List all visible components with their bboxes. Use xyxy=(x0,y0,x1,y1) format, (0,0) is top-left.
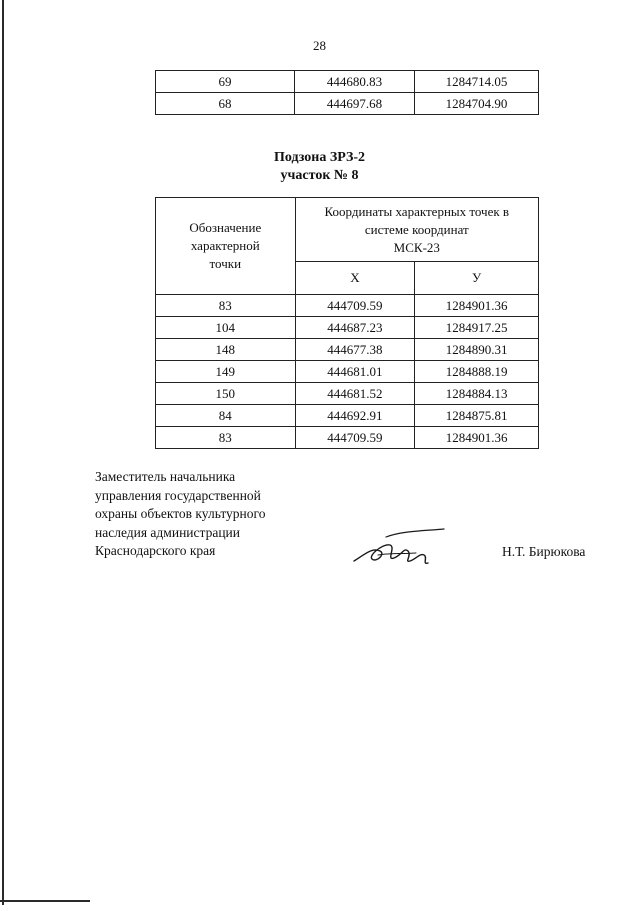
y-cell: 1284888.19 xyxy=(415,361,539,383)
handwritten-signature xyxy=(350,525,450,570)
y-cell: 1284917.25 xyxy=(415,317,539,339)
header-y: У xyxy=(415,262,539,295)
position-line: Краснодарского края xyxy=(95,543,216,558)
coordinates-table xyxy=(155,197,539,449)
scan-edge-left xyxy=(2,0,4,905)
x-cell: 444687.23 xyxy=(295,317,415,339)
y-cell: 1284901.36 xyxy=(415,295,539,317)
header-x: Х xyxy=(295,262,415,295)
point-cell: 83 xyxy=(156,427,296,449)
x-cell: 444697.68 xyxy=(295,93,415,115)
section-subtitle: участок № 8 xyxy=(280,168,359,183)
y-cell: 1284890.31 xyxy=(415,339,539,361)
x-cell: 444692.91 xyxy=(295,405,415,427)
x-cell: 444680.83 xyxy=(295,71,415,93)
x-cell: 444681.01 xyxy=(295,361,415,383)
point-cell: 84 xyxy=(156,405,296,427)
table-row xyxy=(156,317,539,339)
scan-edge-bottom xyxy=(0,900,90,902)
signer-position xyxy=(95,468,265,561)
x-cell: 444681.52 xyxy=(295,383,415,405)
table-row xyxy=(156,93,539,115)
signer-name: Н.Т. Бирюкова xyxy=(502,544,586,559)
header-text-line: точки xyxy=(209,256,242,271)
point-cell: 150 xyxy=(156,383,296,405)
point-cell: 104 xyxy=(156,317,296,339)
x-cell: 444677.38 xyxy=(295,339,415,361)
y-cell: 1284901.36 xyxy=(415,427,539,449)
header-point-designation xyxy=(156,198,296,295)
header-text-line: МСК-23 xyxy=(393,239,440,255)
point-cell: 69 xyxy=(156,71,295,93)
table-row xyxy=(156,383,539,405)
position-line: наследия администрации xyxy=(95,524,240,540)
table-header-row xyxy=(156,198,539,262)
y-cell: 1284704.90 xyxy=(414,93,538,115)
header-text-line: системе координат xyxy=(364,221,469,237)
point-cell: 68 xyxy=(156,93,295,115)
y-cell: 1284875.81 xyxy=(415,405,539,427)
point-cell: 83 xyxy=(156,295,296,317)
x-cell: 444709.59 xyxy=(295,295,415,317)
point-cell: 148 xyxy=(156,339,296,361)
y-cell: 1284714.05 xyxy=(414,71,538,93)
table-row xyxy=(156,361,539,383)
table-row xyxy=(156,339,539,361)
table-row xyxy=(156,71,539,93)
page-number: 28 xyxy=(313,38,326,53)
header-text-line: Координаты характерных точек в xyxy=(324,203,510,219)
section-title: Подзона ЗРЗ-2 xyxy=(273,150,365,165)
table-row xyxy=(156,405,539,427)
y-cell: 1284884.13 xyxy=(415,383,539,405)
header-text-line: характерной xyxy=(190,238,260,253)
position-line: Заместитель начальника xyxy=(95,469,236,484)
coordinates-table-continued xyxy=(155,70,539,115)
header-text-line: Обозначение xyxy=(189,220,262,235)
position-line: охраны объектов культурного xyxy=(95,506,266,521)
table-row xyxy=(156,295,539,317)
x-cell: 444709.59 xyxy=(295,427,415,449)
point-cell: 149 xyxy=(156,361,296,383)
header-coordinates xyxy=(295,198,538,262)
position-line: управления государственной xyxy=(95,487,261,503)
table-row xyxy=(156,427,539,449)
